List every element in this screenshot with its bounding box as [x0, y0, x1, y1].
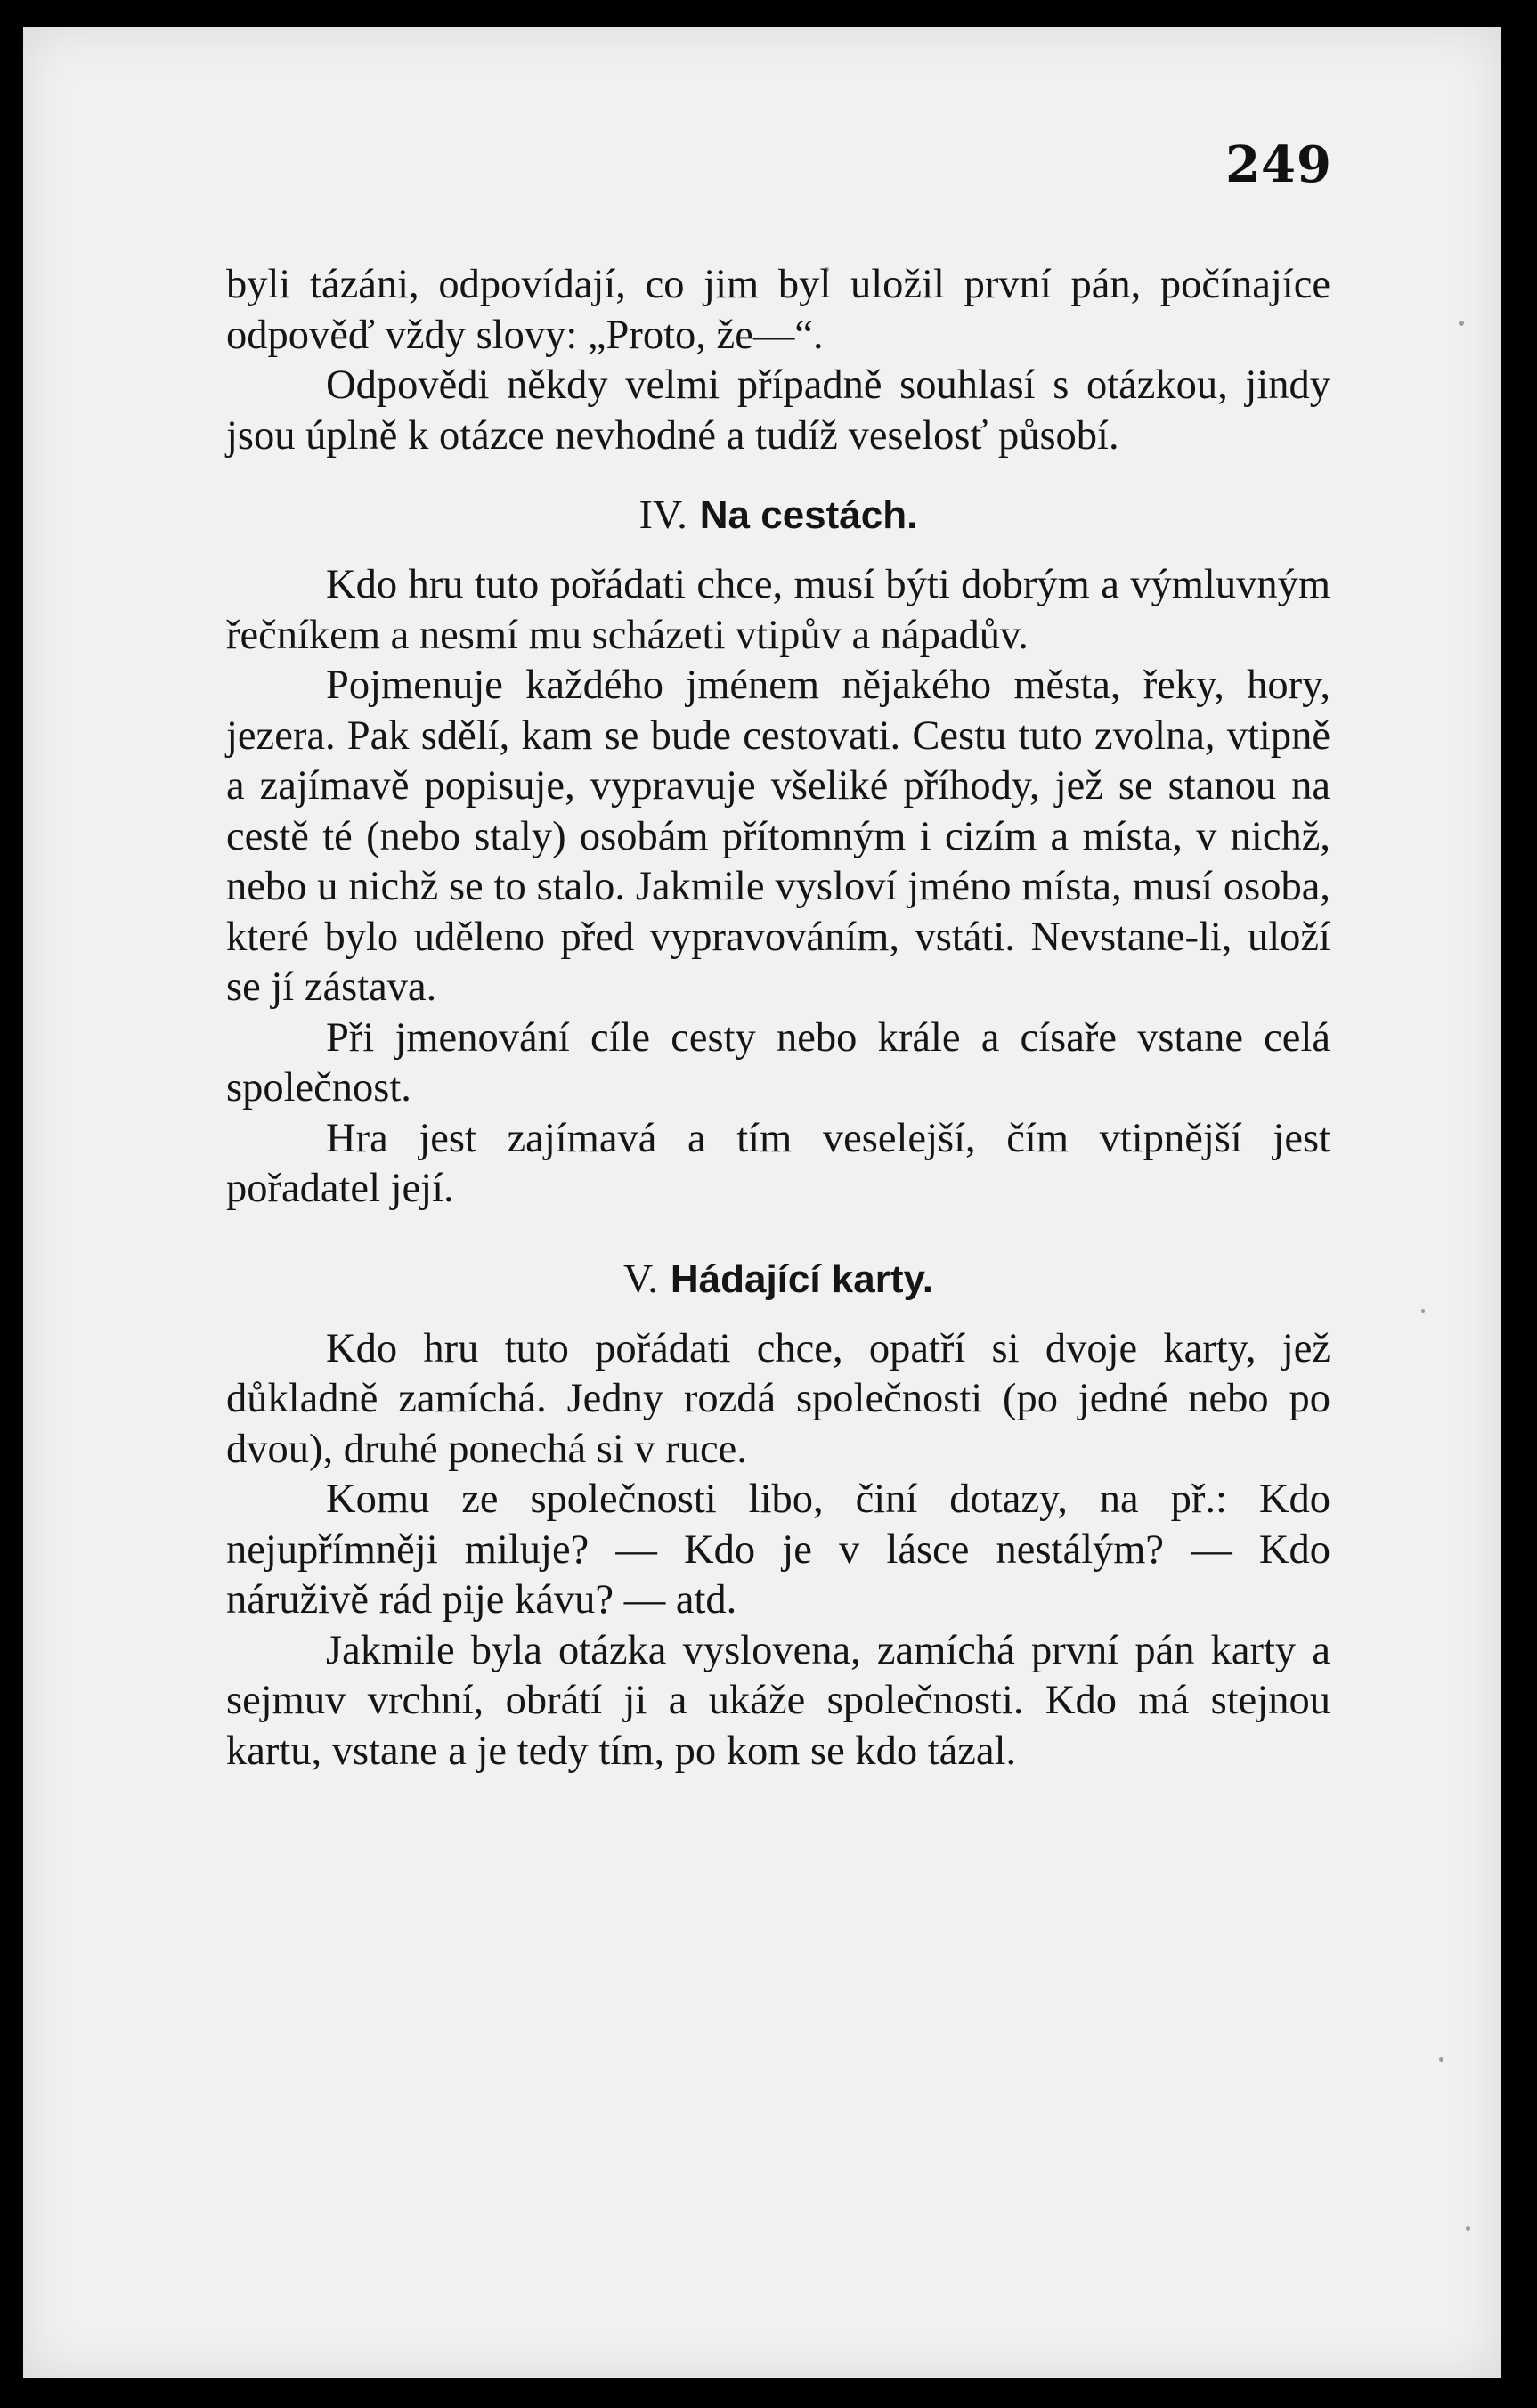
dust-speck — [1459, 321, 1464, 326]
paragraph: Komu ze společnosti libo, činí dotazy, na př.: Kdo nejupřímněji miluje? — Kdo je v lásce nestálým? — Kdo náruživě rád pije kávu? — atd. — [226, 1477, 1330, 1623]
section-number: V. — [623, 1255, 658, 1301]
paragraph: Kdo hru tuto pořádati chce, opatří si dvoje karty, jež důkladně zamíchá. Jedny rozdá společnosti (po jedné nebo po dvou), druhé ponechá si v ruce. — [226, 1325, 1330, 1472]
section-heading-iv — [226, 490, 1330, 541]
section-heading-v — [226, 1254, 1330, 1305]
paragraph: Při jmenování cíle cesty nebo krále a císaře vstane celá společnost. — [226, 1014, 1330, 1110]
body-text — [226, 260, 1330, 1777]
section-title: Hádající karty. — [670, 1257, 933, 1301]
section-title: Na cestách. — [699, 493, 918, 537]
paragraph: Jakmile byla otázka vyslovena, zamíchá první pán karty a sejmuv vrchní, obrátí ji a ukáže společnosti. Kdo má stejnou kartu, vstane a je tedy tím, po kom se kdo tázal. — [226, 1627, 1330, 1774]
section-number: IV. — [638, 492, 687, 537]
paragraph-continued: byli tázáni, odpovídají, co jim byl uložil první pán, počínajíce odpověď vždy slovy: „Proto, že—“. — [226, 262, 1330, 358]
dust-speck — [1466, 2226, 1470, 2231]
paragraph: Kdo hru tuto pořádati chce, musí býti dobrým a výmluvným řečníkem a nesmí mu scházeti vtipův a nápadův. — [226, 562, 1330, 658]
dust-speck — [1421, 1309, 1425, 1313]
dust-speck — [1439, 2057, 1443, 2062]
scanned-page — [23, 27, 1501, 2378]
paragraph: Odpovědi někdy velmi případně souhlasí s otázkou, jindy jsou úplně k otázce nevhodné a tudíž veselosť působí. — [226, 362, 1330, 459]
page-number: 249 — [1225, 135, 1332, 194]
paragraph: Pojmenuje každého jménem nějakého města, řeky, hory, jezera. Pak sdělí, kam se bude cestovati. Cestu tuto zvolna, vtipně a zajímavě popisuje, vypravuje všeliké příhody, jež se stanou na cestě té (nebo staly) osobám přítomným i cizím a místa, v nichž, nebo u nichž se to stalo. Jakmile vysloví jméno místa, musí osoba, které bylo uděleno před vypravováním, vstáti. Nevstane-li, uloží se jí zástava. — [226, 663, 1330, 1010]
paragraph: Hra jest zajímavá a tím veselejší, čím vtipnější jest pořadatel její. — [226, 1115, 1330, 1211]
